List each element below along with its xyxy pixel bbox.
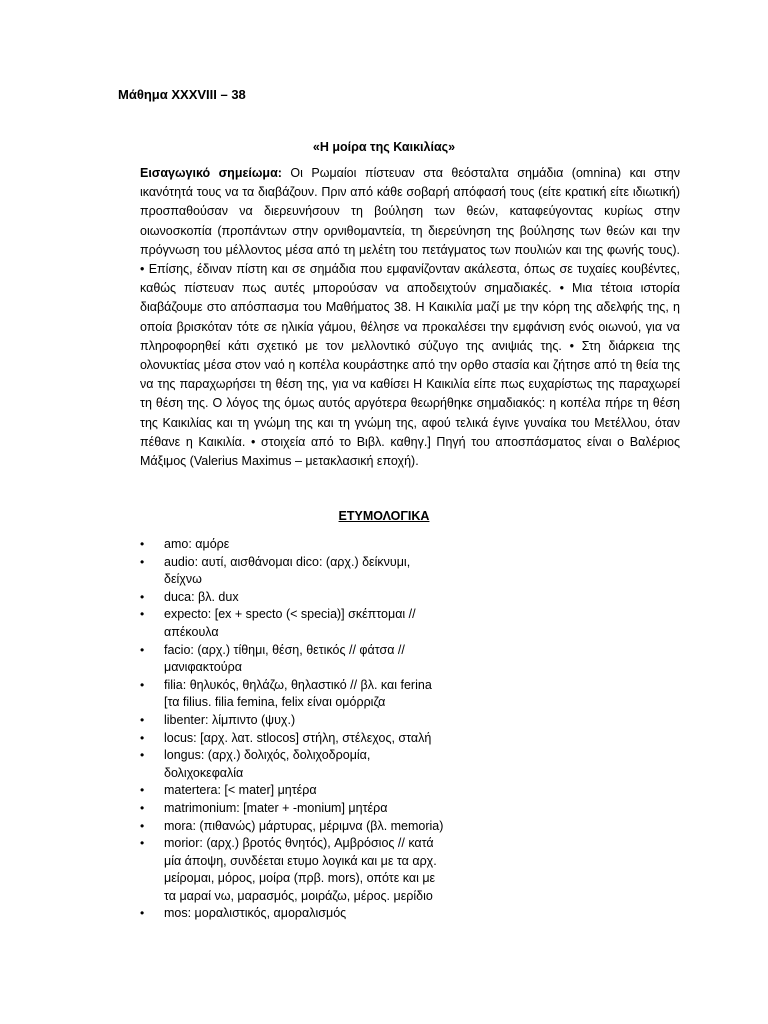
intro-text: Οι Ρωμαίοι πίστευαν στα θεόσταλτα σημάδια (omnina) και στην ικανότητά τους να τα διαβάζουν. Πριν από κάθε σοβαρή απόφασή τους (είτε κρατική είτε ιδιωτική) προσπαθούσαν να διερευνήσουν τη βούληση των θεών, καταφεύγοντας κυρίως στην οιωνοσκοπία (προπάντων στην ορνιθομαντεία, τη διερεύνηση της βούλησης των θεών και την πρόγνωση του μέλλοντος μέσα από τη μελέτη του πετάγματος των πουλιών και της φωνής τους). • Επίσης, έδιναν πίστη και σε σημάδια που εμφανίζονταν ακάλεστα, όπως σε τυχαίες κουβέντες, καθώς πίστευαν πως αυτές μπορούσαν να αποδειχτούν σημαδιακές. • Μια τέτοια ιστορία διαβάζουμε στο απόσπασμα του Μαθήματος 38. Η Καικιλία μαζί με την κόρη της αδελφής της, η οποία βρισκόταν τότε σε ηλικία γάμου, θέλησε να προκαλέσει την εμφάνιση ενός οιωνού, για να πληροφορηθεί κάτι σχετικό με τον μελλοντικό σύζυγο της ανιψιάς της. • Στη διάρκεια της ολονυκτίας μέσα στον ναό η κοπέλα κουράστηκε από την ορθο στασία και ζήτησε από τη θεία της να της παραχωρήσει τη θέση της, για να καθίσει Η Καικιλία είπε πως ευχαρίστως της παραχωρεί τη θέση της. Ο λόγος της όμως αυτός αργότερα θεωρήθηκε σημαδιακός: η κοπέλα πήρε τη θέση της Καικιλίας και τη γνώμη της και τη γνώμη της, αφού τελικά έγινε γυναίκα του Μετέλλου, όταν πέθανε η Καικιλία. • στοιχεία από το Βιβλ. καθηγ.] Πηγή του αποσπάσματος είναι ο Βαλέριος Μάξιμος (Valerius Maximus – μετακλασική εποχή). [140,166,680,469]
etymology-entry: amo: αμόρε [164,537,230,551]
bullet-icon: • [140,554,145,569]
etymology-entry: mora: (πιθανώς) μάρτυρας, μέριμνα (βλ. memoria) [164,818,444,833]
etymology-entry: expecto: [ex + specto (< specia)] σκέπτομαι // απέκουλα [164,607,416,639]
list-item [140,782,450,800]
list-item [140,800,450,818]
lesson-title: Μάθημα XXXVIII – 38 [118,87,246,102]
bullet-icon: • [140,589,145,604]
etymology-entry: duca: βλ. dux [164,589,239,604]
bullet-icon: • [140,783,145,798]
etymology-entry: matrimonium: [mater + -monium] μητέρα [164,800,388,815]
bullet-icon: • [140,748,145,763]
list-item [140,730,450,748]
bullet-icon: • [140,607,145,622]
list-item [140,606,450,641]
document-title: «Η μοίρα της Καικιλίας» [312,140,456,154]
etymology-entry: morior: (αρχ.) βροτός θνητός), Αμβρόσιος // κατά μία άποψη, συνδέεται ετυμο λογικά και με τα αρχ. μείρομαι, μόρος, μοίρα (πρβ. mors), οπότε και με τα μαραί νω, μαρασμός, μοιράζω, μέρος. μερίδιο [164,836,437,903]
list-item [140,589,450,607]
etymology-heading: ΕΤΥΜΟΛΟΓΙΚΑ [338,509,430,523]
list-item [140,677,450,712]
intro-label: Εισαγωγικό σημείωμα: [140,166,282,180]
list-item [140,536,450,554]
bullet-icon: • [140,906,145,921]
etymology-list [140,536,450,923]
bullet-icon: • [140,537,145,551]
bullet-icon: • [140,712,145,727]
bullet-icon: • [140,677,145,692]
bullet-icon: • [140,818,145,833]
etymology-entry: audio: αυτί, αισθάνομαι dico: (αρχ.) δείκνυμι, δείχνω [164,554,411,587]
etymology-entry: locus: [αρχ. λατ. stlocos] στήλη, στέλεχος, σταλή [164,730,432,745]
list-item [140,818,450,836]
intro-paragraph [140,164,680,471]
list-item [140,747,450,782]
etymology-entry: mos: μοραλιστικός, αμοραλισμός [164,906,347,921]
etymology-entry: filia: θηλυκός, θηλάζω, θηλαστικό // βλ. και ferina [τα filius. filia femina, felix είναι ομόρριζα [164,677,432,710]
etymology-entry: libenter: λίμπιντο (ψυχ.) [164,712,296,727]
bullet-icon: • [140,800,145,815]
etymology-entry: facio: (αρχ.) τίθημι, θέση, θετικός // φάτσα // μανιφακτούρα [164,642,405,675]
list-item [140,712,450,730]
list-item [140,642,450,677]
list-item [140,554,450,589]
bullet-icon: • [140,836,145,851]
etymology-entry: longus: (αρχ.) δολιχός, δολιχοδρομία, δολιχοκεφαλία [164,748,371,780]
etymology-entry: matertera: [< mater] μητέρα [164,783,317,798]
bullet-icon: • [140,642,145,657]
list-item [140,835,450,905]
list-item [140,905,450,923]
bullet-icon: • [140,730,145,745]
